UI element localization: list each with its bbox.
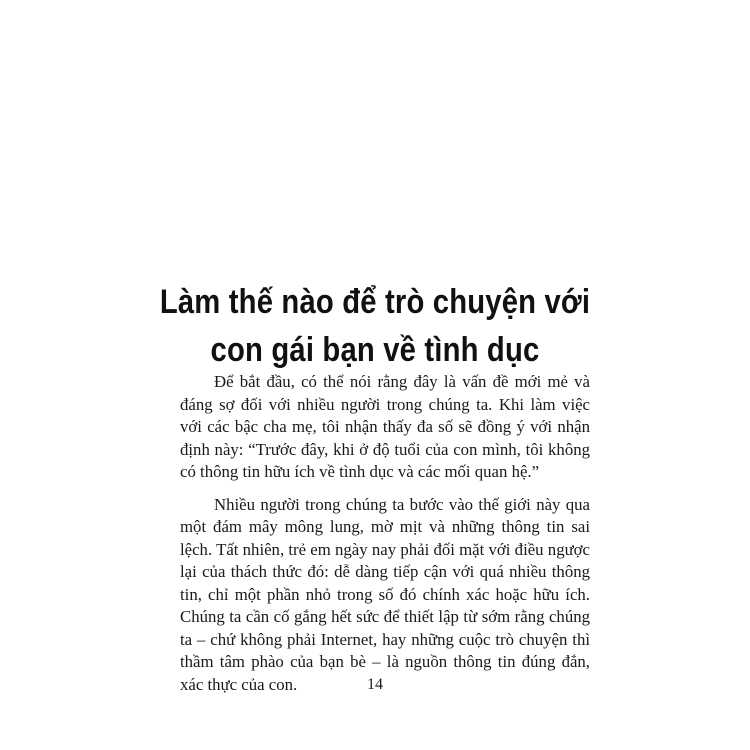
paragraph-1: Để bắt đầu, có thể nói rằng đây là vấn đề mới mẻ và đáng sợ đối với nhiều người trong chúng ta. Khi làm việc với các bậc cha mẹ, tôi nhận thấy đa số sẽ đồng ý với nhận định này: “Trước đây, khi ở độ tuổi của con mình, tôi không có thông tin hữu ích về tình dục và các mối quan hệ.” xyxy=(180,372,590,481)
chapter-title-line-1: Làm thế nào để trò chuyện với xyxy=(159,282,591,321)
page-number: 14 xyxy=(367,676,383,693)
paragraph-2: Nhiều người trong chúng ta bước vào thế giới này qua một đám mây mông lung, mờ mịt và những thông tin sai lệch. Tất nhiên, trẻ em ngày nay phải đối mặt với điều ngược lại của thách thức đó: dễ dàng tiếp cận với quá nhiều thông tin, chỉ một phần nhỏ trong số đó chính xác hoặc hữu ích. Chúng ta cần cố gắng hết sức để thiết lập từ sớm rằng chúng ta – chứ không phải Internet, hay những cuộc trò chuyện thì thầm tâm phào của bạn bè – là nguồn thông tin đúng đắn, xác thực của con. xyxy=(180,494,590,694)
chapter-title xyxy=(53,278,698,374)
body-text xyxy=(180,371,590,696)
chapter-title-line-2: con gái bạn về tình dục xyxy=(210,330,540,369)
